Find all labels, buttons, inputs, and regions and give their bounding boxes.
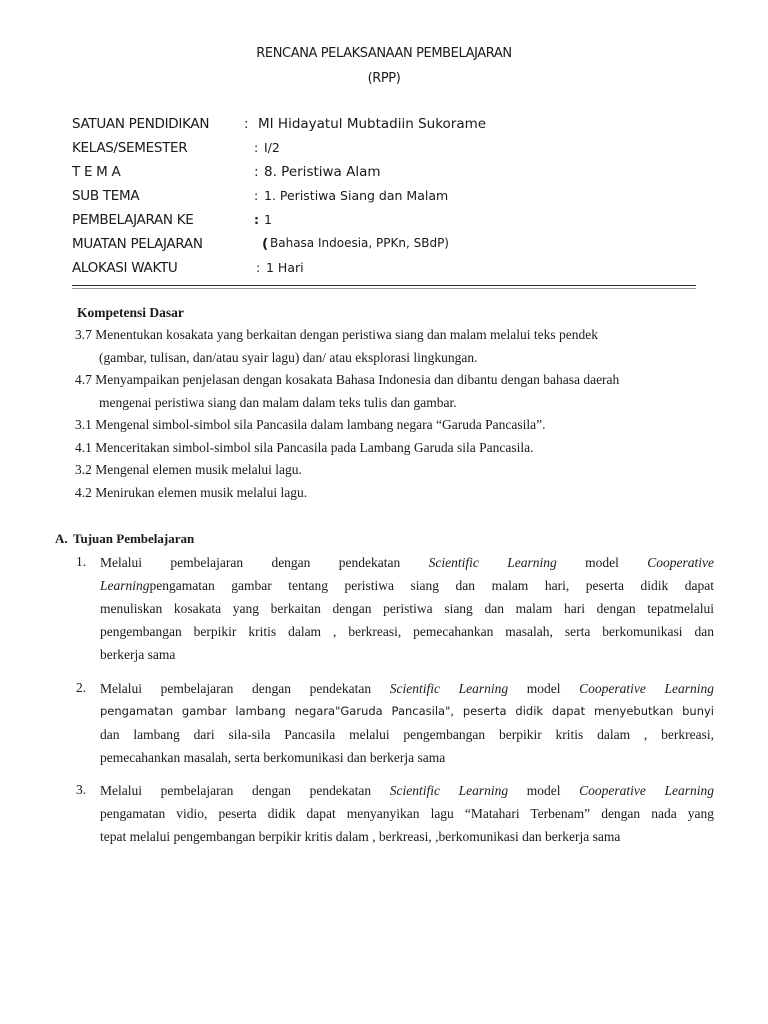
identity-label: MUATAN PELAJARAN [72, 236, 203, 252]
identity-sep: : [254, 140, 259, 155]
text-run: model [508, 681, 580, 696]
identity-sep: : [254, 212, 259, 227]
identity-sep: : [244, 116, 249, 132]
kompetensi-heading: Kompetensi Dasar [77, 305, 184, 320]
text-run: Scientific Learning [389, 783, 509, 798]
text-run: Scientific Learning [428, 555, 557, 570]
tujuan-item-1 [100, 551, 714, 666]
kompetensi-line: 3.1 Mengenal simbol-simbol sila Pancasila dalam lambang negara “Garuda Pancasila”. [75, 417, 546, 432]
tujuan-item-2 [100, 677, 714, 769]
identity-label: KELAS/SEMESTER [72, 140, 188, 156]
identity-row-pembelajaran [72, 212, 712, 232]
identity-value: MI Hidayatul Mubtadiin Sukorame [258, 116, 487, 132]
identity-row-kelas [72, 140, 712, 160]
identity-value: Bahasa Indoesia, PPKn, SBdP) [270, 236, 449, 250]
identity-sep: : [254, 164, 259, 180]
identity-label: T E M A [72, 164, 121, 180]
paragraph-line: tepat melalui pengembangan berpikir kritis dalam , berkreasi, ,berkomunikasi dan berkerja sama [100, 829, 621, 844]
paragraph-line: dan lambang dari sila-sila Pancasila melalui pengembangan berpikir kritis dalam , berkreasi, [100, 727, 714, 742]
text-run: Cooperative Learning [579, 783, 715, 798]
kompetensi-line: 4.2 Menirukan elemen musik melalui lagu. [75, 485, 308, 500]
identity-row-tema [72, 164, 712, 184]
section-marker: A. [55, 531, 68, 546]
kompetensi-line: 3.2 Mengenal elemen musik melalui lagu. [75, 462, 302, 477]
paragraph-line [100, 574, 714, 597]
identity-row-satuan [72, 116, 712, 136]
kompetensi-line: 3.7 Menentukan kosakata yang berkaitan dengan peristiwa siang dan malam melalui teks pendek [75, 327, 598, 342]
text-run: model [508, 783, 580, 798]
identity-value: 1. Peristiwa Siang dan Malam [264, 188, 449, 203]
identity-label: SUB TEMA [72, 188, 140, 204]
item-number: 3. [76, 782, 87, 797]
divider [72, 285, 696, 286]
identity-sep: ( [262, 236, 269, 252]
kompetensi-line: 4.7 Menyampaikan penjelasan dengan kosakata Bahasa Indonesia dan dibantu dengan bahasa daerah [75, 372, 620, 387]
paragraph-line: pemecahankan masalah, serta berkomunikasi dan berkerja sama [100, 750, 446, 765]
text-run: Learning [100, 578, 150, 593]
text-run: Melalui pembelajaran dengan pendekatan [100, 681, 390, 696]
identity-row-muatan [72, 236, 712, 256]
paragraph-line [100, 677, 714, 700]
identity-label: PEMBELAJARAN KE [72, 212, 194, 228]
identity-row-subtema [72, 188, 712, 208]
identity-sep: : [256, 260, 261, 275]
paragraph-line: pengamatan vidio, peserta didik dapat menyanyikan lagu “Matahari Terbenam” dengan nada yang [100, 806, 714, 821]
identity-value: 1 Hari [266, 260, 304, 275]
text-run: Scientific Learning [389, 681, 509, 696]
identity-value: 1 [264, 212, 272, 227]
tujuan-item-3 [100, 779, 714, 848]
doc-subtitle: (RPP) [367, 71, 401, 86]
identity-label: SATUAN PENDIDIKAN [72, 116, 210, 132]
identity-value: 8. Peristiwa Alam [264, 164, 381, 180]
identity-row-alokasi [72, 260, 712, 280]
divider [72, 288, 696, 289]
paragraph-line [100, 551, 714, 574]
doc-title: RENCANA PELAKSANAAN PEMBELAJARAN [256, 46, 512, 61]
text-run: pengamatan gambar tentang peristiwa siang dan malam hari, peserta didik dapat [149, 578, 714, 593]
text-run: Melalui pembelajaran dengan pendekatan [100, 783, 390, 798]
text-run: Melalui pembelajaran dengan pendekatan [100, 555, 429, 570]
kompetensi-line: mengenai peristiwa siang dan malam dalam teks tulis dan gambar. [99, 395, 457, 410]
text-run: Cooperative Learning [579, 681, 715, 696]
identity-value: I/2 [264, 140, 280, 155]
text-run: Cooperative [647, 555, 715, 570]
identity-sep: : [254, 188, 259, 203]
kompetensi-line: (gambar, tulisan, dan/atau syair lagu) dan/ atau eksplorasi lingkungan. [99, 350, 478, 365]
paragraph-line: pengamatan gambar lambang negara"Garuda Pancasila", peserta didik dapat menyebutkan bunyi [100, 704, 714, 718]
kompetensi-line: 4.1 Menceritakan simbol-simbol sila Pancasila pada Lambang Garuda sila Pancasila. [75, 440, 534, 455]
text-run: model [556, 555, 648, 570]
paragraph-line: berkerja sama [100, 647, 176, 662]
paragraph-line: menuliskan kosakata yang berkaitan dengan peristiwa siang dan malam hari dengan tepatmelalui [100, 601, 714, 616]
item-number: 1. [76, 554, 87, 569]
item-number: 2. [76, 680, 87, 695]
tujuan-heading [55, 531, 194, 547]
paragraph-line: pengembangan berpikir kritis dalam , berkreasi, pemecahankan masalah, serta berkomunikasi dan [100, 624, 714, 639]
paragraph-line [100, 779, 714, 802]
identity-label: ALOKASI WAKTU [72, 260, 178, 276]
tujuan-title: Tujuan Pembelajaran [73, 531, 195, 546]
